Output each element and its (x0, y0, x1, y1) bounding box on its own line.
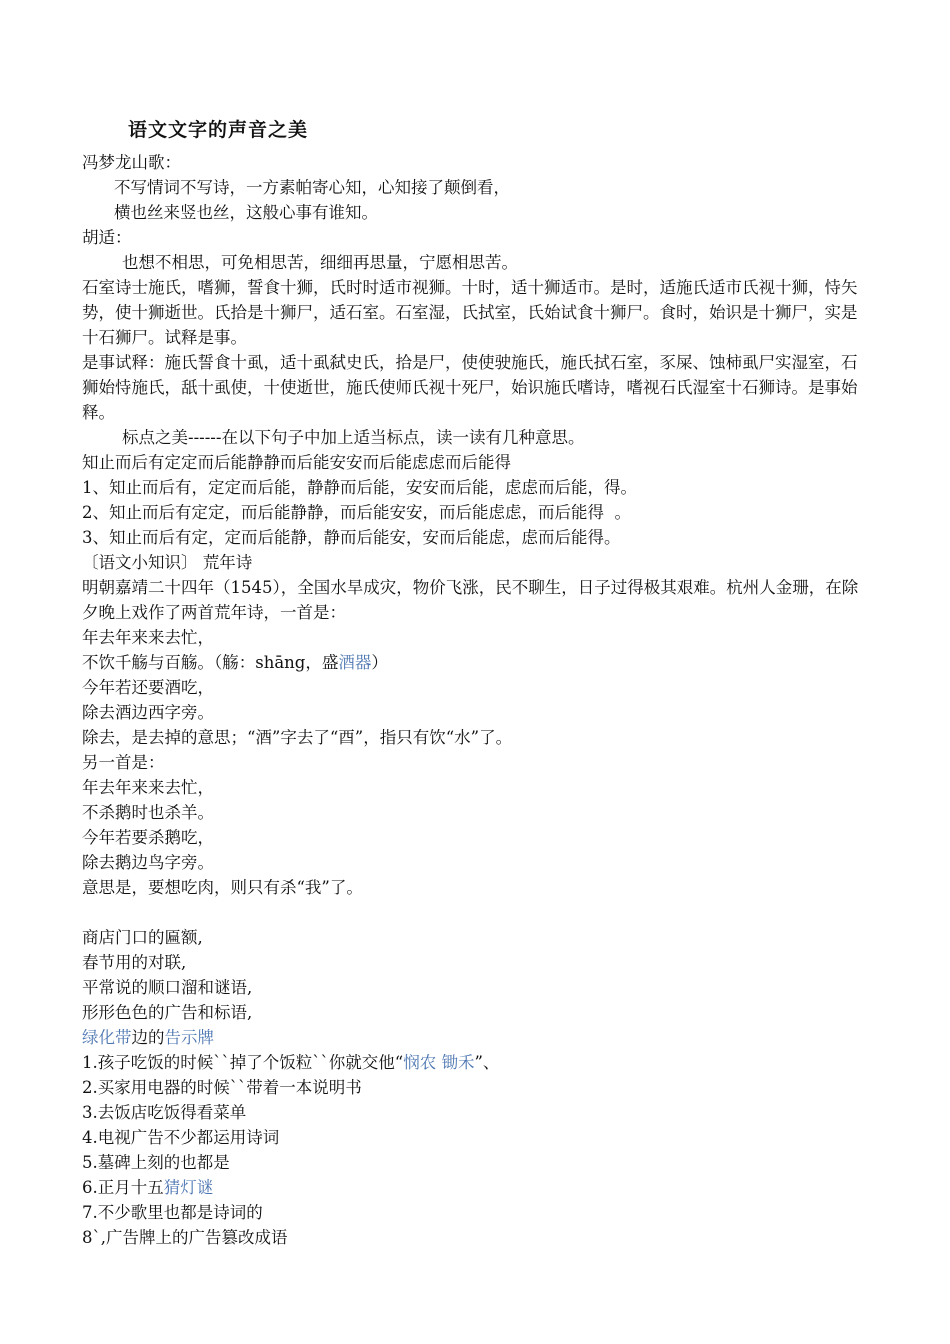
famine-poem-line: 除去鹅边鸟字旁。 (82, 853, 214, 872)
daily-text: 6.正月十五 (82, 1178, 164, 1197)
feng-poem-line: 不写情词不写诗，一方素帕寄心知，心知接了颠倒看， (114, 178, 510, 197)
daily-text: 边的 (131, 1028, 165, 1047)
daily-list-item: 5.墓碑上刻的也都是 (82, 1153, 230, 1172)
chuhe-link[interactable]: 锄禾 (441, 1053, 475, 1072)
feng-poem-line: 横也丝来竖也丝，这般心事有谁知。 (114, 203, 378, 222)
document-body (82, 150, 872, 1250)
daily-line: 平常说的顺口溜和谜语, (82, 978, 253, 997)
famine-poem-line: 今年若还要酒吃， (82, 678, 214, 697)
daily-line: 形形色色的广告和标语, (82, 1003, 253, 1022)
famine-poem-line (82, 650, 872, 675)
shishi-explain-paragraph: 是事试释：施氏誓食十虱，适十虱弑史氏，拾是尸，使使驶施氏，施氏拭石室，豕屎、蚀柿虱尸实湿室，石狮始恃施氏，舐十虱使，十使逝世，施氏使师氏视十死尸，始识施氏嗜诗，嗜视石氏湿室十石狮诗。是事始释。 (82, 353, 858, 422)
punctuation-option: 1、知止而后有，定定而后能，静静而后能，安安而后能，虑虑而后能，得。 (82, 478, 637, 497)
punctuation-option: 2、知止而后有定定，而后能静静，而后能安安，而后能虑虑，而后能得 。 (82, 503, 631, 522)
punctuation-option: 3、知止而后有定，定而后能静，静而后能安，安而后能虑，虑而后能得。 (82, 528, 621, 547)
minnong-link[interactable]: 悯农 (403, 1053, 437, 1072)
daily-text: ”、 (474, 1053, 500, 1072)
famine-intro: 明朝嘉靖二十四年（1545），全国水旱成灾，物价飞涨，民不聊生，日子过得极其艰难。杭州人金珊，在除夕晚上戏作了两首荒年诗，一首是： (82, 578, 859, 622)
famine-poem-line: 年去年来来去忙， (82, 628, 214, 647)
green-belt-link[interactable]: 绿化带 (82, 1028, 132, 1047)
famine-heading: 〔语文小知识〕 荒年诗 (82, 553, 253, 572)
famine-explanation: 除去，是去掉的意思；“酒”字去了“酉”，指只有饮“水”了。 (82, 728, 513, 747)
daily-line: 春节用的对联, (82, 953, 187, 972)
poem-text: ） (371, 653, 388, 672)
daily-list-item (82, 1175, 872, 1200)
document-title: 语文文字的声音之美 (128, 119, 309, 141)
famine-poem-line: 年去年来来去忙， (82, 778, 214, 797)
poem-text: 不饮千觞与百觞。（觞：shāng，盛 (82, 653, 339, 672)
daily-list-item: 8`,广告牌上的广告篡改成语 (82, 1228, 288, 1247)
daily-text: 1.孩子吃饭的时候``掉了个饭粒``你就交他“ (82, 1053, 404, 1072)
famine-poem-line: 除去酒边西字旁。 (82, 703, 214, 722)
shishi-paragraph: 石室诗士施氏，嗜狮，誓食十狮，氏时时适市视狮。十时，适十狮适市。是时，适施氏适市氏视十狮，恃矢势，使十狮逝世。氏拾是十狮尸，适石室。石室湿，氏拭室，氏始试食十狮尸。食时，始识是十狮尸，实是十石狮尸。试释是事。 (82, 278, 858, 347)
hu-poem-line: 也想不相思，可免相思苦，细细再思量，宁愿相思苦。 (122, 253, 518, 272)
daily-list-item: 2.买家用电器的时候``带着一本说明书 (82, 1078, 362, 1097)
daily-line (82, 1025, 872, 1050)
famine-poem-line: 不杀鹅时也杀羊。 (82, 803, 214, 822)
daily-list-item: 3.去饭店吃饭得看菜单 (82, 1103, 247, 1122)
famine-poem-line: 今年若要杀鹅吃， (82, 828, 214, 847)
daily-list-item: 4.电视广告不少都运用诗词 (82, 1128, 280, 1147)
wine-vessel-link[interactable]: 酒器 (338, 653, 372, 672)
hu-heading: 胡适： (82, 228, 132, 247)
famine-another: 另一首是： (82, 753, 165, 772)
famine-explanation: 意思是，要想吃肉，则只有杀“我”了。 (82, 878, 363, 897)
punctuation-heading: 标点之美------在以下句子中加上适当标点，读一读有几种意思。 (122, 428, 585, 447)
daily-list-item: 7.不少歌里也都是诗词的 (82, 1203, 263, 1222)
daily-list-item (82, 1050, 872, 1075)
feng-heading: 冯梦龙山歌： (82, 153, 181, 172)
punctuation-sentence: 知止而后有定定而后能静静而后能安安而后能虑虑而后能得 (82, 453, 511, 472)
paragraph-gap (82, 900, 872, 925)
notice-board-link[interactable]: 告示牌 (164, 1028, 214, 1047)
daily-line: 商店门口的匾额, (82, 928, 203, 947)
lantern-riddle-link[interactable]: 猜灯谜 (163, 1178, 214, 1197)
